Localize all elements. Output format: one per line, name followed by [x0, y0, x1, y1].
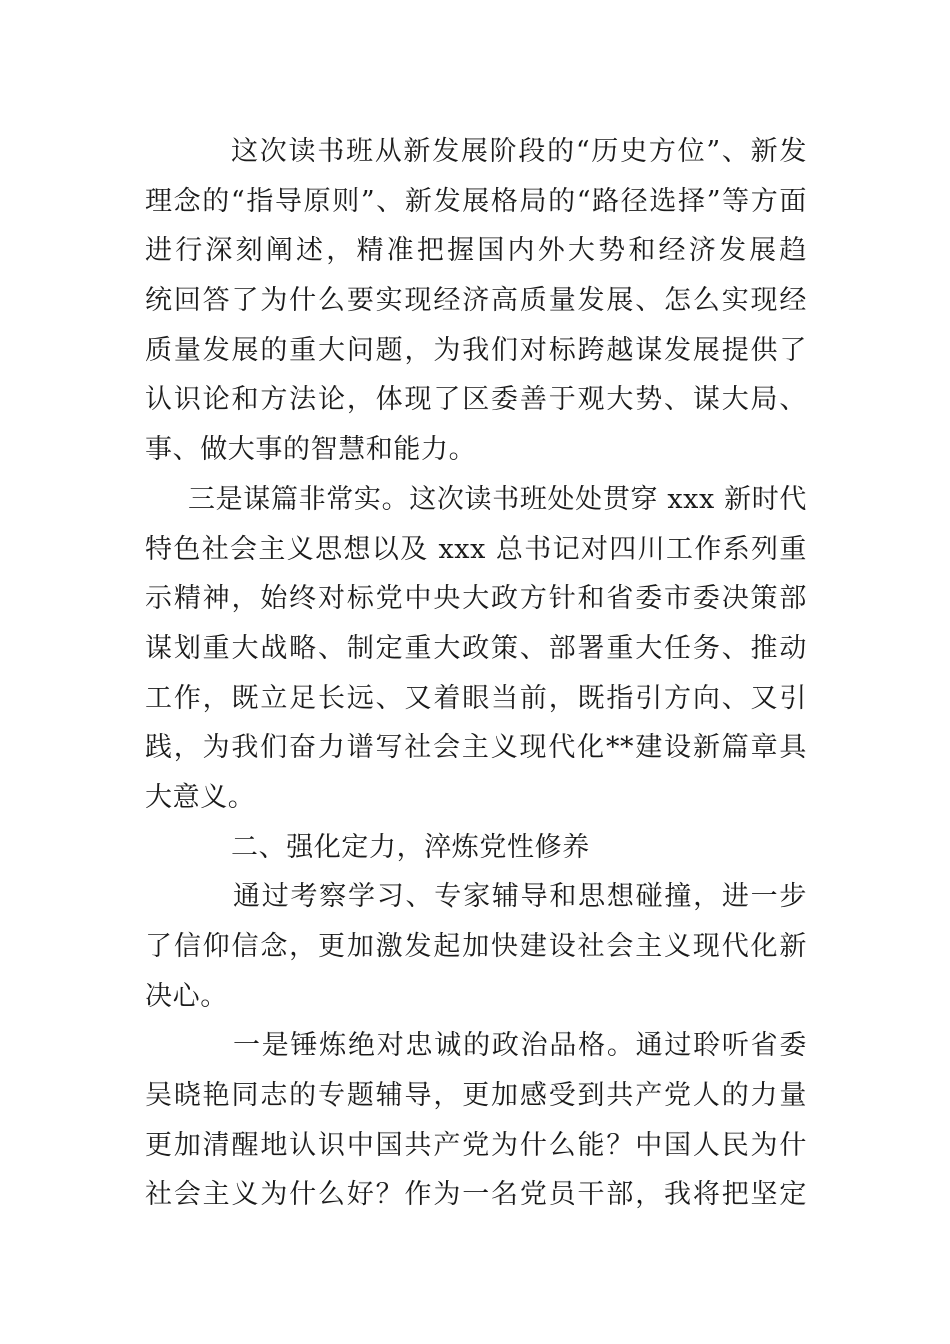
paragraph-line: 更加清醒地认识中国共产党为什么能？中国人民为什 [145, 1129, 807, 1161]
paragraph-line: 决心。 [145, 980, 228, 1012]
section-heading: 二、强化定力，淬炼党性修养 [231, 831, 590, 863]
paragraph-line: 事、做大事的智慧和能力。 [145, 434, 477, 466]
paragraph-line: 通过考察学习、专家辅导和思想碰撞，进一步 [233, 881, 807, 913]
paragraph-line: 践，为我们奋力谱写社会主义现代化**建设新篇章具 [145, 732, 807, 764]
paragraph-line: 大意义。 [145, 781, 256, 813]
paragraph-line: 特色社会主义思想以及 xxx 总书记对四川工作系列重 [145, 533, 807, 565]
paragraph-line: 统回答了为什么要实现经济高质量发展、怎么实现经 [145, 285, 807, 317]
paragraph-line: 了信仰信念，更加激发起加快建设社会主义现代化新 [145, 931, 807, 962]
document-body [145, 127, 807, 1220]
paragraph-line: 这次读书班从新发展阶段的“历史方位”、新发 [231, 136, 807, 167]
paragraph-line: 进行深刻阐述，精准把握国内外大势和经济发展趋 [145, 235, 807, 267]
paragraph-line: 质量发展的重大问题，为我们对标跨越谋发展提供了 [145, 334, 807, 366]
paragraph-line: 认识论和方法论，体现了区委善于观大势、谋大局、 [145, 384, 807, 416]
paragraph-line: 一是锤炼绝对忠诚的政治品格。通过聆听省委 [233, 1030, 807, 1062]
paragraph-line: 三是谋篇非常实。这次读书班处处贯穿 xxx 新时代 [188, 483, 807, 515]
paragraph-line: 吴晓艳同志的专题辅导，更加感受到共产党人的力量 [145, 1080, 807, 1112]
paragraph-line: 示精神，始终对标党中央大政方针和省委市委决策部 [145, 583, 807, 615]
paragraph-line: 理念的“指导原则”、新发展格局的“路径选择”等方面 [145, 185, 807, 217]
paragraph-line: 谋划重大战略、制定重大政策、部署重大任务、推动 [145, 632, 807, 664]
paragraph-line: 工作，既立足长远、又着眼当前，既指引方向、又引 [145, 682, 807, 714]
paragraph-line: 社会主义为什么好？作为一名党员干部，我将把坚定 [145, 1179, 807, 1211]
